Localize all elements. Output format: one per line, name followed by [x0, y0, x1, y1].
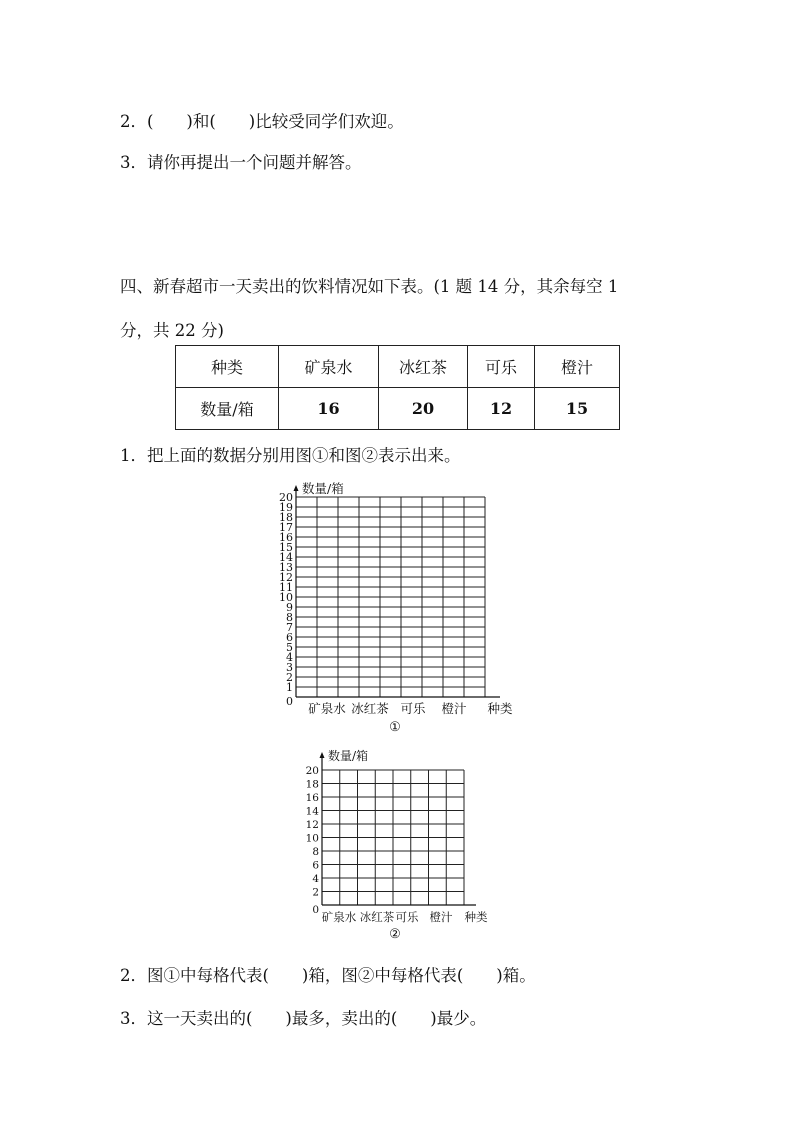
y-axis-arrow-icon: [320, 752, 325, 758]
table-cell-category: 冰红茶: [379, 346, 468, 388]
section-4-title-continued: 分，共 22 分): [120, 321, 224, 340]
x-tick-label: 可乐: [400, 701, 426, 716]
y-tick-label: 14: [305, 805, 319, 818]
y-tick-label: 0: [286, 695, 293, 708]
y-tick-label: 7: [286, 621, 293, 634]
table-cell-category: 矿泉水: [279, 346, 379, 388]
y-tick-label: 0: [312, 904, 319, 916]
chart-marker: ②: [389, 927, 401, 942]
y-axis-label: 数量/箱: [328, 749, 369, 763]
table-cell-category: 可乐: [468, 346, 535, 388]
y-tick-label: 11: [279, 581, 293, 594]
y-tick-label: 1: [286, 681, 293, 694]
y-tick-label: 17: [279, 521, 293, 534]
x-tick-label: 橙汁: [429, 910, 453, 924]
x-tick-label: 矿泉水: [308, 701, 346, 716]
x-tick-label: 可乐: [395, 910, 419, 924]
table-cell-category: 橙汁: [535, 346, 620, 388]
x-axis-label: 种类: [464, 910, 488, 924]
y-tick-label: 15: [279, 541, 293, 554]
problem-3-most-least: 3．这一天卖出的( )最多，卖出的( )最少。: [120, 1009, 487, 1028]
y-tick-label: 16: [305, 792, 319, 804]
y-tick-label: 2: [312, 886, 319, 899]
y-tick-label: 20: [279, 491, 293, 504]
y-tick-label: 14: [279, 551, 293, 564]
y-tick-label: 5: [286, 641, 293, 654]
y-tick-label: 2: [286, 671, 293, 684]
question-3-ask-and-answer: 3．请你再提出一个问题并解答。: [120, 153, 362, 172]
table-cell-value: 20: [379, 388, 468, 430]
section-4-title: 四、新春超市一天卖出的饮料情况如下表。(1 题 14 分，其余每空 1: [120, 277, 619, 296]
table-header-category: 种类: [176, 346, 279, 388]
y-tick-label: 6: [312, 859, 319, 872]
y-tick-label: 19: [279, 501, 293, 514]
y-tick-label: 6: [286, 631, 293, 644]
problem-1-draw-charts: 1．把上面的数据分别用图①和图②表示出来。: [120, 446, 461, 465]
question-2-preference: 2．( )和( )比较受同学们欢迎。: [120, 112, 404, 131]
x-tick-label: 冰红茶: [351, 701, 389, 716]
y-tick-label: 18: [279, 511, 293, 524]
y-tick-label: 3: [286, 661, 293, 674]
y-tick-label: 4: [286, 651, 293, 664]
y-tick-label: 8: [312, 846, 319, 858]
x-tick-label: 橙汁: [441, 701, 467, 716]
chart-marker: ①: [389, 720, 401, 735]
table-cell-value: 12: [468, 388, 535, 430]
y-tick-label: 10: [279, 591, 293, 604]
x-tick-label: 矿泉水: [321, 910, 357, 924]
y-axis-arrow-icon: [294, 485, 299, 491]
y-tick-label: 12: [279, 571, 293, 584]
y-tick-label: 12: [305, 819, 319, 831]
y-tick-label: 8: [286, 611, 293, 624]
x-axis-label: 种类: [487, 701, 513, 716]
y-axis-label: 数量/箱: [302, 481, 344, 496]
table-cell-value: 15: [535, 388, 620, 430]
y-tick-label: 10: [305, 832, 319, 845]
x-tick-label: 冰红茶: [359, 910, 395, 924]
y-tick-label: 13: [279, 561, 293, 574]
y-tick-label: 4: [312, 873, 319, 885]
y-tick-label: 20: [305, 765, 319, 777]
table-cell-value: 16: [279, 388, 379, 430]
table-header-quantity: 数量/箱: [176, 388, 279, 430]
y-tick-label: 9: [286, 601, 293, 614]
problem-2-grid-unit: 2．图①中每格代表( )箱，图②中每格代表( )箱。: [120, 966, 536, 985]
y-tick-label: 18: [305, 778, 319, 791]
y-tick-label: 16: [279, 531, 293, 544]
